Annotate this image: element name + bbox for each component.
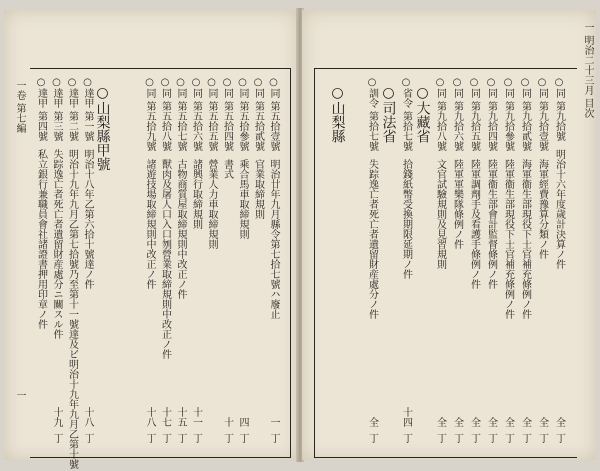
section-heading: ○大藏省: [414, 85, 431, 143]
page-unit: 丁: [237, 433, 248, 443]
entry-title: 諸興行取締規則: [190, 159, 202, 230]
contents-entry: [399, 77, 412, 449]
contents-entry: [450, 77, 463, 449]
page-number: 十: [221, 417, 233, 427]
contents-entry: [205, 77, 218, 449]
entry-title: 陸軍衞生部現役下士官補充條例ノ件: [502, 159, 514, 320]
page-number: 十九: [51, 407, 62, 427]
page-unit: 丁: [451, 433, 463, 443]
contents-entry: [416, 77, 429, 449]
contents-entry: [189, 77, 202, 449]
entry-number: ○達甲 第三號: [51, 77, 62, 142]
contents-entry: [174, 77, 187, 449]
entry-number: ○同 第九拾參號: [502, 77, 514, 152]
entry-number: ○達甲 第二號: [66, 77, 78, 142]
entry-title: 失踪逸亡者死亡者遺留財産處分ニ關スル件: [51, 149, 62, 340]
right-contents-frame: [314, 68, 577, 458]
page-unit: 丁: [366, 433, 378, 443]
entry-number: ○同 第五拾貳號: [252, 77, 264, 152]
entry-title: 明治十八年乙第六拾十號達ノ件: [82, 149, 93, 290]
contents-entry: [236, 77, 249, 449]
contents-entry: [143, 77, 156, 449]
entry-title: 明治廿年九月縣令第七拾七號ハ廢止: [268, 159, 279, 320]
page-unit: 丁: [400, 433, 412, 443]
contents-entry: [158, 77, 171, 449]
contents-entry: [433, 77, 446, 449]
entry-title: 拾錢紙幣受換期限延期ノ件: [400, 159, 412, 280]
entry-number: ○同 第九拾壹號: [536, 77, 548, 152]
right-running-head: 一 明治二十三月 目次: [582, 22, 593, 119]
left-side-mark: 一: [14, 390, 25, 400]
contents-entry: [96, 77, 109, 449]
page-number: 全: [451, 417, 463, 427]
page-number: 全: [366, 417, 378, 427]
contents-entry: [467, 77, 480, 449]
entry-number: ○同 第五拾壹號: [268, 77, 279, 152]
contents-entry: [331, 77, 344, 449]
entry-number: ○同 第五拾九號: [144, 77, 155, 152]
page-number: 全: [519, 417, 531, 427]
page-unit: 丁: [519, 433, 531, 443]
contents-entry: [518, 77, 531, 449]
entry-title: 失踪逸亡者死亡者遺留財産處分ノ件: [366, 159, 378, 320]
entry-title: 海軍衞生部現役下士官補充條例ノ件: [519, 159, 531, 320]
entry-number: ○同 第五拾五號: [206, 77, 217, 152]
entry-title: 書式: [221, 159, 233, 180]
entry-title: 陸軍衞生部會計監督條例ノ件: [485, 159, 497, 290]
page-number: 全: [553, 417, 565, 427]
page-number: 十四: [400, 407, 412, 427]
page-number: 全: [434, 417, 446, 427]
contents-entry: [220, 77, 233, 449]
page-number: 全: [468, 417, 480, 427]
page-unit: 丁: [502, 433, 514, 443]
page-number: 十八: [144, 407, 155, 427]
page-number: 十五: [175, 407, 186, 427]
page-number: 四: [237, 417, 248, 427]
page-number: 一: [268, 417, 279, 427]
entry-title: 營業人力車取締規則: [206, 159, 217, 250]
entry-number: ○省令 第拾七號: [400, 77, 412, 152]
entry-number: ○同 第九拾八號: [434, 77, 446, 152]
entry-number: ○訓令 第拾七號: [366, 77, 378, 152]
left-running-head: 一卷 第七編: [14, 80, 25, 134]
page-unit: 丁: [536, 433, 548, 443]
contents-entry: [127, 77, 140, 449]
entry-number: ○同 第九拾四號: [485, 77, 497, 152]
contents-entry: [34, 77, 47, 449]
contents-entry: [251, 77, 264, 449]
entry-number: ○同 第五拾八號: [159, 77, 171, 152]
contents-entry: [484, 77, 497, 449]
section-heading: ○山梨縣: [329, 85, 346, 143]
entry-number: ○同 第五拾七號: [175, 77, 186, 152]
page-number: 全: [502, 417, 514, 427]
entry-title: 乘合馬車取締規則: [237, 159, 248, 240]
contents-entry: [65, 77, 78, 470]
entry-title: 古物商質屋取締規則中改正ノ件: [175, 159, 186, 300]
page-unit: 丁: [553, 433, 565, 443]
page-number: 全: [536, 417, 548, 427]
section-heading: ○山梨縣甲號: [94, 85, 111, 171]
entry-title: 陸軍軍樂隊條例ノ件: [451, 159, 463, 250]
entry-number: ○達甲 第一號: [82, 77, 93, 142]
section-heading: ○司法省: [380, 85, 397, 143]
contents-entry: [382, 77, 395, 449]
entry-number: ○同 第五拾四號: [221, 77, 233, 152]
contents-entry: [552, 77, 565, 449]
contents-entry: [267, 77, 280, 449]
page-unit: 丁: [468, 433, 480, 443]
contents-entry: [81, 77, 94, 449]
page-unit: 丁: [434, 433, 446, 443]
page-unit: 丁: [221, 433, 233, 443]
entry-title: 諸遊技場取締規則中改正ノ件: [144, 159, 155, 290]
entry-number: ○同 第九拾六號: [451, 77, 463, 152]
page-unit: 丁: [144, 433, 155, 443]
entry-number: ○同 第九拾號: [553, 77, 565, 142]
left-page: [4, 10, 298, 470]
entry-title: 私立銀行兼職員會社諸證書押用印章ノ件: [35, 149, 47, 330]
entry-number: ○同 第九拾五號: [468, 77, 480, 152]
contents-entry: [348, 77, 361, 449]
contents-entry: [112, 77, 125, 449]
left-contents-frame: [30, 68, 291, 470]
page-unit: 丁: [175, 433, 186, 443]
page-unit: 丁: [190, 433, 202, 443]
entry-number: ○達甲 第四號: [35, 77, 47, 142]
right-page: [302, 10, 596, 460]
page-number: 十八: [82, 407, 93, 427]
page-unit: 丁: [159, 433, 171, 443]
contents-entry: [535, 77, 548, 449]
page-unit: 丁: [485, 433, 497, 443]
entry-title: 陸軍調劑手及看護手條例ノ件: [468, 159, 480, 290]
entry-title: 海軍經費豫算分類ノ件: [536, 159, 548, 260]
entry-number: ○同 第五拾六號: [190, 77, 202, 152]
contents-entry: [365, 77, 378, 449]
contents-entry: [50, 77, 63, 449]
entry-title: 官業取締規則: [252, 159, 264, 220]
entry-number: ○同 第九拾貳號: [519, 77, 531, 152]
entry-title: 獸肉及屠人口入口刎營業取締規則中改正ノ件: [159, 159, 171, 360]
page-unit: 丁: [268, 433, 279, 443]
entry-number: ○同 第五拾參號: [237, 77, 248, 152]
entry-title: 文官試驗規則及見習規則: [434, 159, 446, 270]
page-number: 全: [485, 417, 497, 427]
entry-title: 明治十九年九月乙第七拾號乃至第十一號達及ビ明治十九年九月乙第十號: [66, 149, 78, 470]
contents-entry: [501, 77, 514, 449]
page-unit: 丁: [51, 433, 62, 443]
page-unit: 丁: [82, 433, 93, 443]
page-number: 十七: [159, 407, 171, 427]
entry-title: 明治十六年度歲計決算ノ件: [553, 149, 565, 270]
page-number: 十一: [190, 407, 202, 427]
